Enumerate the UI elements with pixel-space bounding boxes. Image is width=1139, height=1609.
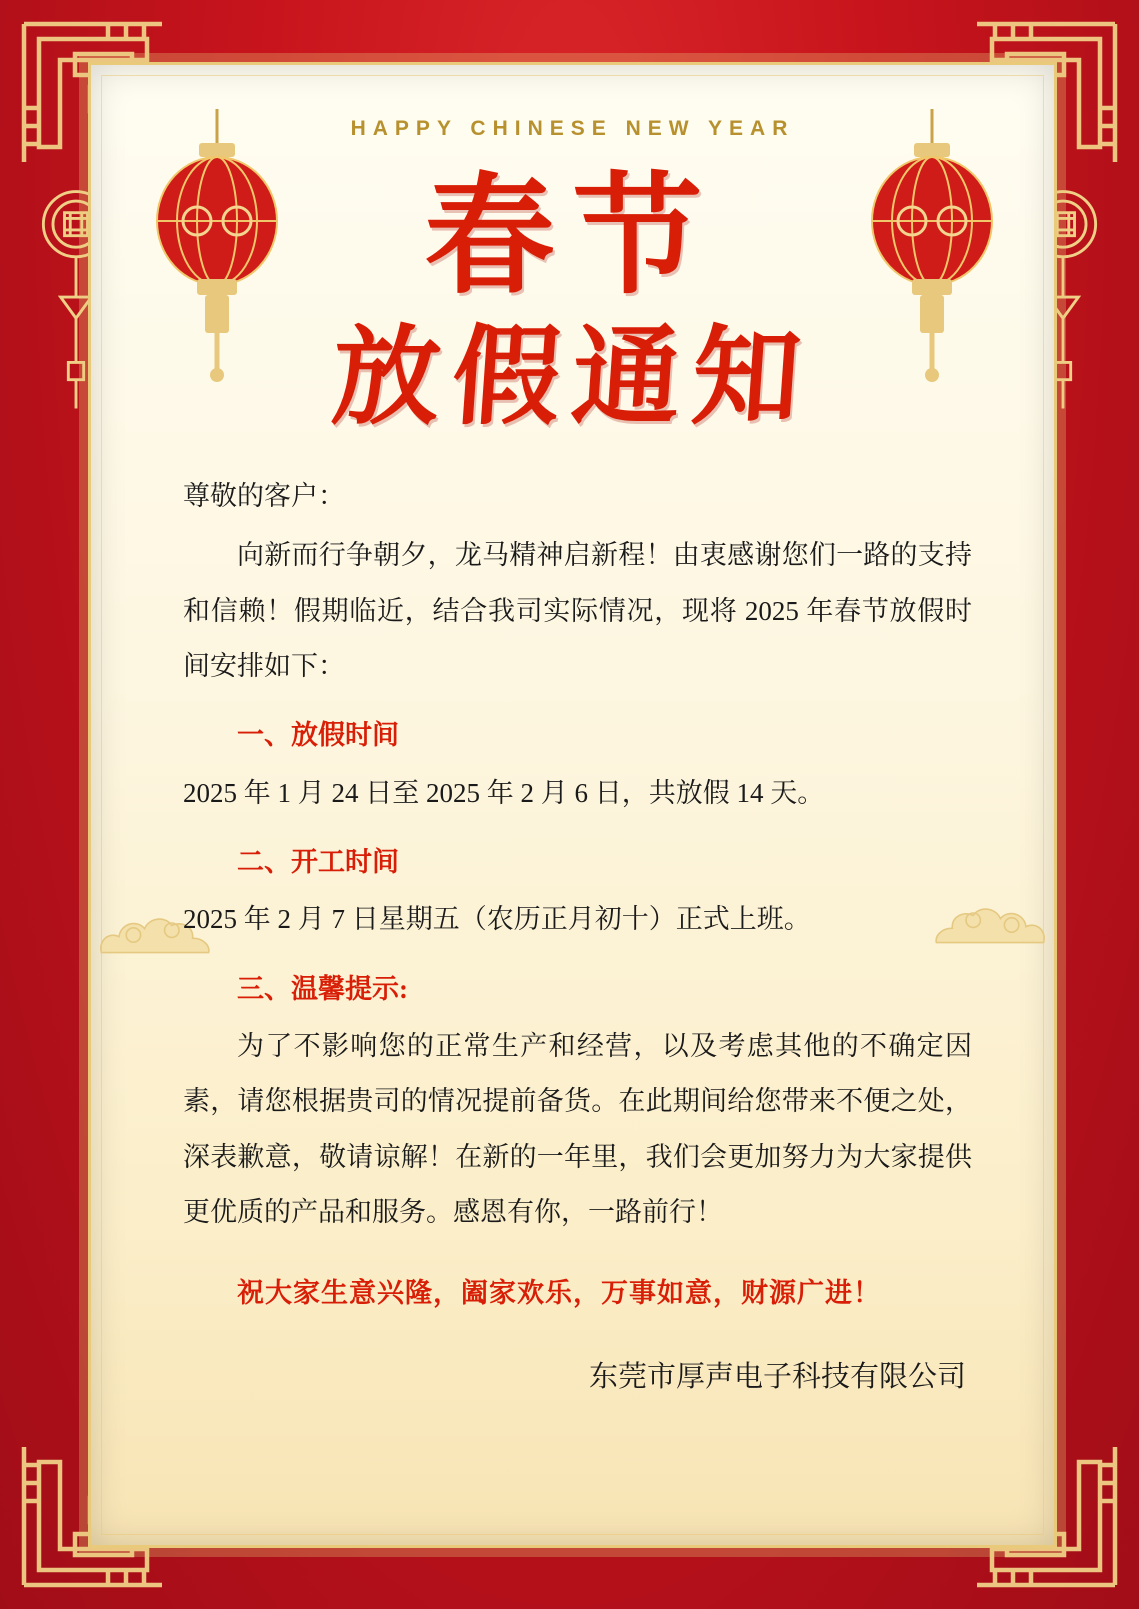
intro-paragraph: 向新而行争朝夕，龙马精神启新程！由衷感谢您们一路的支持和信赖！假期临近，结合我司实际情况，现将 2025 年春节放假时间安排如下： [183,540,972,682]
poster-header [91,65,1054,465]
eyebrow-text: HAPPY CHINESE NEW YEAR [350,117,795,140]
section-heading-tips: 三、温馨提示: [237,973,408,1004]
section-body-return: 2025 年 2 月 7 日星期五（农历正月初十）正式上班。 [183,904,811,935]
section-heading-return: 二、开工时间 [237,847,399,878]
section-body-holiday: 2025 年 1 月 24 日至 2025 年 2 月 6 日，共放假 14 天。 [183,777,825,808]
section-heading-holiday: 一、放假时间 [237,720,399,751]
notice-body [183,469,972,1407]
page-subtitle: 放假通知 [328,314,817,440]
notice-card [88,62,1057,1548]
page-title: 春节 [424,159,721,312]
salutation: 尊敬的客户： [183,481,345,511]
company-signature: 东莞市厚声电子科技有限公司 [588,1360,966,1393]
section-body-tips: 为了不影响您的正常生产和经营，以及考虑其他的不确定因素，请您根据贵司的情况提前备货。在此期间给您带来不便之处，深表歉意，敬请谅解！在新的一年里，我们会更加努力为大家提供更优质的产品和服务。感恩有你，一路前行！ [183,1031,972,1228]
wish-text: 祝大家生意兴隆，阖家欢乐，万事如意，财源广进！ [237,1278,881,1309]
